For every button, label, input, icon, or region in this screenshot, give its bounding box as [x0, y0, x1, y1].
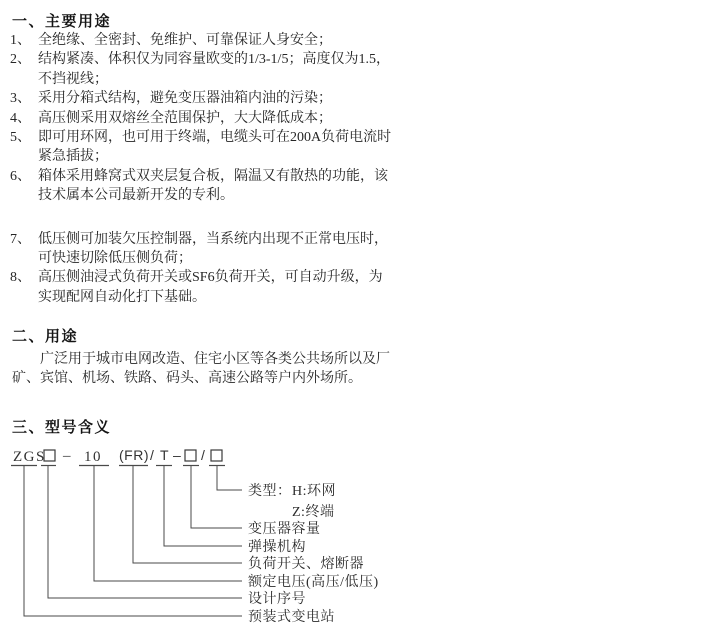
list-item [10, 89, 430, 108]
list-item [10, 230, 430, 269]
item-text: 技术属本公司最新开发的专利。 [38, 188, 234, 204]
leader-line [217, 466, 242, 491]
application-paragraph [12, 350, 390, 388]
label-type-prefix: 类型： [248, 484, 292, 499]
label-transformer-capacity: 变压器容量 [248, 522, 321, 537]
list-item [10, 128, 430, 167]
label-switch-fuse: 负荷开关、熔断器 [248, 557, 364, 572]
item-text: 紧急插拔； [38, 149, 108, 165]
item-text: 箱体采用蜂窝式双夹层复合板，隔温又有散热的功能，该 [38, 168, 388, 184]
list-item [10, 268, 430, 307]
paragraph-line: 广泛用于城市电网改造、住宅小区等各类公共场所以及厂 [40, 352, 390, 367]
label-type-terminal: Z:终端 [292, 505, 335, 520]
item-text: 低压侧可加装欠压控制器，当系统内出现不正常电压时， [38, 231, 388, 247]
paragraph-line: 矿、宾馆、机场、铁路、码头、高速公路等户内外场所。 [12, 371, 362, 386]
section-application-title: 二、用途 [12, 328, 79, 345]
item-number: 7、 [10, 231, 31, 247]
placeholder-box-icon [211, 450, 222, 461]
section-model-title: 三、型号含义 [12, 419, 112, 436]
model-code-voltage: 10 [84, 449, 102, 465]
model-code-t: T [160, 447, 170, 463]
label-type-ring: H:环网 [292, 484, 336, 499]
list-item [10, 50, 430, 89]
model-code-dash: – [63, 448, 72, 464]
label-design-serial: 设计序号 [248, 592, 306, 607]
item-number: 8、 [10, 270, 31, 286]
model-code-diagram [0, 437, 500, 631]
label-spring-mechanism: 弹操机构 [248, 540, 306, 555]
section-usage-title: 一、主要用途 [12, 13, 112, 30]
leader-line [133, 466, 242, 564]
item-text: 高压侧油浸式负荷开关或SF6负荷开关，可自动升级，为 [38, 270, 383, 286]
item-text: 即可用环网，也可用于终端，电缆头可在200A负荷电流时 [38, 129, 392, 145]
model-code-slash: / [150, 447, 155, 463]
item-text: 采用分箱式结构，避免变压器油箱内油的污染； [38, 91, 332, 107]
leader-line [48, 466, 242, 599]
model-code-slash: / [201, 447, 206, 463]
label-prefab-substation: 预装式变电站 [248, 610, 335, 625]
item-number: 5、 [10, 129, 31, 145]
item-text: 不挡视线； [38, 71, 108, 87]
item-number: 1、 [10, 33, 31, 48]
item-number: 4、 [10, 110, 31, 126]
label-rated-voltage: 额定电压(高压/低压) [248, 575, 379, 590]
list-item [10, 31, 430, 50]
item-number: 3、 [10, 91, 31, 107]
item-number: 2、 [10, 52, 31, 68]
model-code-fr: (FR) [119, 447, 149, 463]
model-code-prefix: ZGS [13, 449, 46, 465]
list-item [10, 109, 430, 128]
model-code-dash: – [173, 447, 182, 463]
item-text: 结构紧凑、体积仅为同容量欧变的1/3-1/5；高度仅为1.5， [38, 52, 390, 68]
item-text: 实现配网自动化打下基础。 [38, 289, 206, 305]
list-item [10, 167, 430, 206]
usage-list [10, 31, 430, 307]
item-text: 全绝缘、全密封、免维护、可靠保证人身安全； [38, 33, 332, 48]
item-number: 6、 [10, 168, 31, 184]
leader-line [94, 466, 242, 582]
leader-line [164, 466, 242, 547]
item-text: 高压侧采用双熔丝全范围保护，大大降低成本； [38, 110, 332, 126]
item-text: 可快速切除低压侧负荷； [38, 250, 192, 266]
placeholder-box-icon [185, 450, 196, 461]
